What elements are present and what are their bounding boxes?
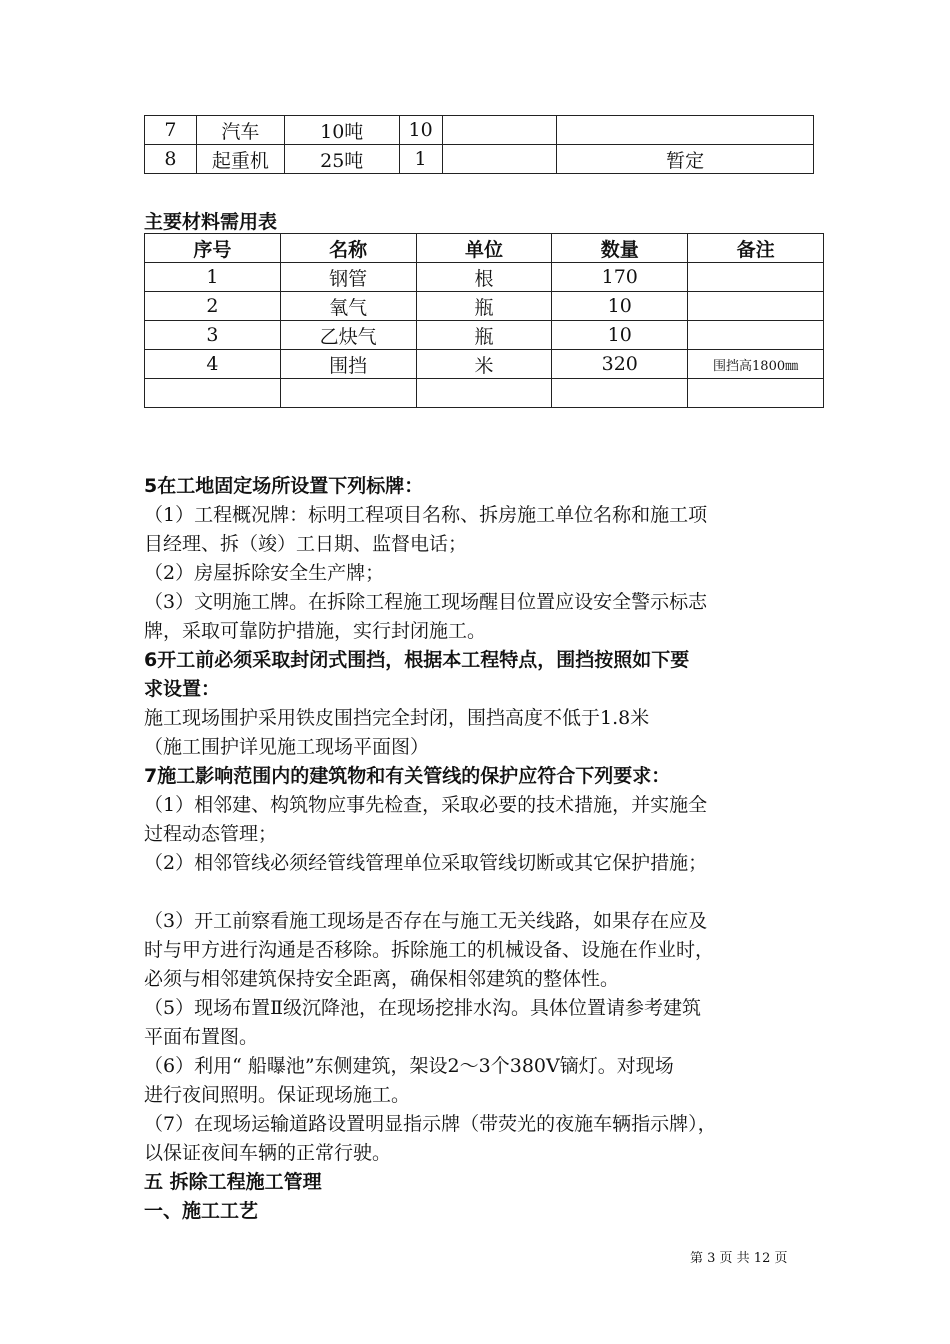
table-cell bbox=[442, 116, 557, 145]
text-line: 以保证夜间车辆的正常行驶。 bbox=[144, 1142, 392, 1164]
heading-line: 6开工前必须采取封闭式围挡，根据本工程特点，围挡按照如下要 bbox=[144, 649, 690, 671]
heading-line: 五 拆除工程施工管理 bbox=[144, 1171, 322, 1193]
table-cell: 米 bbox=[416, 350, 552, 379]
table-header-row bbox=[145, 234, 824, 263]
table-cell: 10吨 bbox=[284, 116, 399, 145]
text-line: 平面布置图。 bbox=[144, 1026, 259, 1048]
table-row bbox=[145, 350, 824, 379]
table-row bbox=[145, 379, 824, 408]
table-cell: 起重机 bbox=[196, 145, 284, 174]
table-cell: 3 bbox=[145, 321, 281, 350]
table-cell: 10 bbox=[399, 116, 442, 145]
table-cell: 汽车 bbox=[196, 116, 284, 145]
text-line: 必须与相邻建筑保持安全距离，确保相邻建筑的整体性。 bbox=[144, 968, 620, 990]
table-cell bbox=[442, 145, 557, 174]
table-cell bbox=[145, 379, 281, 408]
materials-title: 主要材料需用表 bbox=[144, 211, 278, 233]
table-cell: 10 bbox=[552, 292, 688, 321]
text-line bbox=[144, 878, 814, 907]
table-cell: 围挡高1800㎜ bbox=[688, 350, 824, 379]
table-cell: 320 bbox=[552, 350, 688, 379]
table-cell: 170 bbox=[552, 263, 688, 292]
text-line: （3）开工前察看施工现场是否存在与施工无关线路，如果存在应及 bbox=[144, 910, 708, 932]
table-cell: 瓶 bbox=[416, 292, 552, 321]
text-line: 目经理、拆（竣）工日期、监督电话； bbox=[144, 533, 468, 555]
table-row bbox=[145, 292, 824, 321]
table-cell bbox=[688, 292, 824, 321]
column-header: 序号 bbox=[145, 234, 281, 263]
table-row bbox=[145, 263, 824, 292]
table-cell: 暂定 bbox=[557, 145, 814, 174]
heading-line: 一、施工工艺 bbox=[144, 1200, 259, 1222]
table-cell: 7 bbox=[145, 116, 197, 145]
heading-line: 5在工地固定场所设置下列标牌： bbox=[144, 475, 424, 497]
text-line: 时与甲方进行沟通是否移除。拆除施工的机械设备、设施在作业时， bbox=[144, 939, 715, 961]
text-line: （5）现场布置Ⅱ级沉降池，在现场挖排水沟。具体位置请参考建筑 bbox=[144, 997, 702, 1019]
table-cell bbox=[557, 116, 814, 145]
page-footer: 第 3 页 共 12 页 bbox=[690, 1251, 788, 1266]
table-cell: 1 bbox=[145, 263, 281, 292]
text-line: （7）在现场运输道路设置明显指示牌（带荧光的夜施车辆指示牌）， bbox=[144, 1113, 717, 1135]
text-line: 过程动态管理； bbox=[144, 823, 278, 845]
text-line: 施工现场围护采用铁皮围挡完全封闭，围挡高度不低于1.8米 bbox=[144, 707, 650, 729]
text-line: （1）工程概况牌：标明工程项目名称、拆房施工单位名称和施工项 bbox=[144, 504, 708, 526]
table-row bbox=[145, 145, 814, 174]
table-cell bbox=[416, 379, 552, 408]
table-row bbox=[145, 116, 814, 145]
table-cell: 25吨 bbox=[284, 145, 399, 174]
column-header: 单位 bbox=[416, 234, 552, 263]
table-cell: 氧气 bbox=[280, 292, 416, 321]
text-line: （6）利用“ 船曝池”东侧建筑，架设2～3个380V镝灯。对现场 bbox=[144, 1055, 674, 1077]
table-cell: 围挡 bbox=[280, 350, 416, 379]
table-cell: 乙炔气 bbox=[280, 321, 416, 350]
table-cell: 2 bbox=[145, 292, 281, 321]
text-line: 牌，采取可靠防护措施，实行封闭施工。 bbox=[144, 620, 487, 642]
table-cell: 4 bbox=[145, 350, 281, 379]
table-cell bbox=[280, 379, 416, 408]
text-line: （3）文明施工牌。在拆除工程施工现场醒目位置应设安全警示标志 bbox=[144, 591, 708, 613]
text-line: （施工围护详见施工现场平面图） bbox=[144, 736, 430, 758]
table-cell bbox=[688, 379, 824, 408]
heading-line: 7施工影响范围内的建筑物和有关管线的保护应符合下列要求： bbox=[144, 765, 671, 787]
table-row bbox=[145, 321, 824, 350]
table-cell: 1 bbox=[399, 145, 442, 174]
column-header: 数量 bbox=[552, 234, 688, 263]
text-line: （2）房屋拆除安全生产牌； bbox=[144, 562, 385, 584]
text-line: 进行夜间照明。保证现场施工。 bbox=[144, 1084, 411, 1106]
table-cell: 根 bbox=[416, 263, 552, 292]
body-text bbox=[144, 472, 814, 1226]
table-cell: 钢管 bbox=[280, 263, 416, 292]
heading-line: 求设置： bbox=[144, 678, 221, 700]
equipment-table bbox=[144, 115, 814, 174]
column-header: 名称 bbox=[280, 234, 416, 263]
column-header: 备注 bbox=[688, 234, 824, 263]
table-cell bbox=[688, 321, 824, 350]
table-cell bbox=[552, 379, 688, 408]
table-cell bbox=[688, 263, 824, 292]
table-cell: 10 bbox=[552, 321, 688, 350]
text-line: （2）相邻管线必须经管线管理单位采取管线切断或其它保护措施； bbox=[144, 852, 708, 874]
table-cell: 8 bbox=[145, 145, 197, 174]
table-cell: 瓶 bbox=[416, 321, 552, 350]
materials-table bbox=[144, 233, 824, 408]
text-line: （1）相邻建、构筑物应事先检查，采取必要的技术措施，并实施全 bbox=[144, 794, 708, 816]
